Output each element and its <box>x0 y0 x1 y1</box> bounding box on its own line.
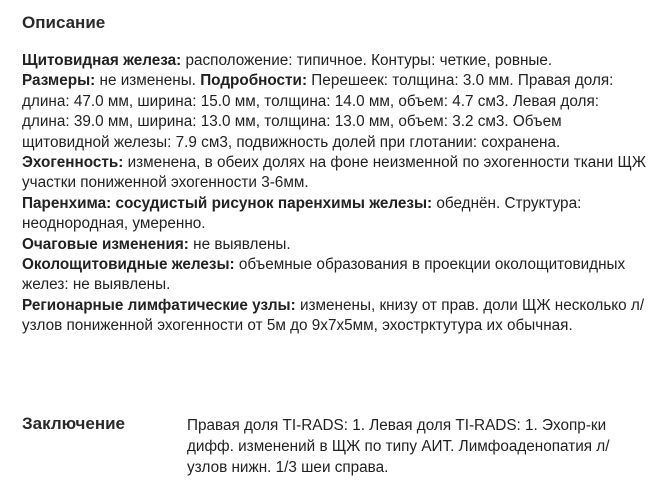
field-label: Регионарные лимфатические узлы: <box>22 296 296 314</box>
field-label: Подробности: <box>200 72 308 90</box>
field-label: Эхогенность: <box>22 154 124 172</box>
field-value: изменены, книзу от прав. доли ЩЖ несколько л/узлов пониженной эхогенности от 5м до 9х7х5мм, эхострктутура их обычная. <box>22 296 645 335</box>
field-value: не изменены. <box>95 72 201 90</box>
paragraph-parathyroid <box>22 255 647 296</box>
field-label: Очаговые изменения: <box>22 235 189 253</box>
paragraph-size <box>22 71 647 153</box>
paragraph-focal-changes <box>22 235 647 255</box>
description-body <box>22 51 647 337</box>
field-label: Щитовидная железа: <box>22 52 182 69</box>
field-label: Паренхима: сосудистый рисунок паренхимы железы: <box>22 194 433 212</box>
field-label: Околощитовидные железы: <box>22 256 235 274</box>
field-value: расположение: типичное. Контуры: четкие, ровные. <box>181 52 553 69</box>
field-value: объемные образования в проекции околощитовидных желез: не выявлены. <box>22 256 626 294</box>
paragraph-lymph-nodes <box>22 296 647 337</box>
field-value: обеднён. Структура: неоднородная, умеренно. <box>22 194 582 233</box>
field-value: Перешеек: толщина: 3.0 мм. Правая доля: длина: 47.0 мм, ширина: 15.0 мм, толщина: 14.0 мм, объем: 4.7 см3. Левая доля: длина: 39.0 мм, ширина: 13.0 мм, толщина: 13.0 мм, объем: 3.2 см3. Объем щитовидной железы: 7.9 см3, подвижность долей при глотании: сохранена. <box>22 72 614 151</box>
description-heading: Описание <box>22 13 106 32</box>
paragraph-parenchyma <box>22 194 647 235</box>
field-value: не выявлены. <box>188 235 291 253</box>
paragraph-thyroid <box>22 51 647 71</box>
conclusion-text: Правая доля TI-RADS: 1. Левая доля TI-RADS: 1. Эхопр-ки дифф. изменений в ЩЖ по типу АИТ. Лимфоаденопатия л/узлов нижн. 1/3 шеи справа. <box>187 417 610 476</box>
field-label: Размеры: <box>22 72 96 90</box>
paragraph-echogenicity <box>22 153 647 194</box>
conclusion-heading: Заключение <box>22 414 125 433</box>
field-value: изменена, в обеих долях на фоне неизменной по эхогенности ткани ЩЖ участки пониженной эхогенности 3-6мм. <box>22 154 646 192</box>
